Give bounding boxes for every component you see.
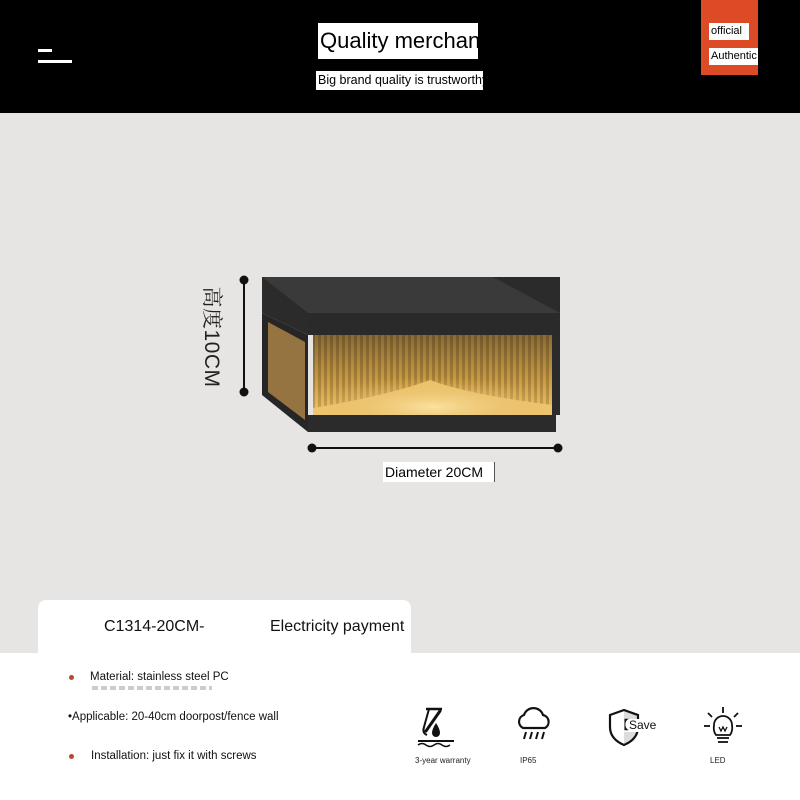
- spec-applicable: •Applicable: 20-40cm doorpost/fence wall: [68, 711, 279, 723]
- page-subtitle: Big brand quality is trustworthy: [316, 71, 483, 90]
- led-label: LED: [710, 756, 726, 765]
- diameter-dimension-line: [308, 444, 563, 453]
- model-number: C1314-20CM-: [104, 618, 205, 635]
- spec-installation: Installation: just fix it with screws: [91, 750, 257, 762]
- height-dimension-line: [240, 276, 249, 397]
- spec-faint-line: [92, 686, 212, 690]
- lamp-body: [262, 277, 560, 432]
- lightbulb-icon: [702, 705, 744, 751]
- save-label: 【Save: [617, 718, 657, 732]
- bullet-icon: [69, 754, 74, 759]
- badge-authentic-text: Authentic: [709, 48, 758, 65]
- height-label: [197, 279, 229, 395]
- power-type: Electricity payment: [270, 618, 405, 635]
- badge-official-text: official: [709, 23, 749, 40]
- height-label-text: 高度10CM: [200, 286, 223, 388]
- page-title: Quality merchandise: [318, 23, 478, 59]
- bullet-icon: [69, 675, 74, 680]
- waterproof-label: IP65: [520, 756, 537, 765]
- rain-cloud-icon: [514, 708, 554, 744]
- diameter-label: Diameter 20CM: [383, 462, 495, 482]
- warranty-icon: [414, 705, 458, 749]
- warranty-label: 3-year warranty: [415, 756, 471, 765]
- spec-material: Material: stainless steel PC: [90, 671, 229, 683]
